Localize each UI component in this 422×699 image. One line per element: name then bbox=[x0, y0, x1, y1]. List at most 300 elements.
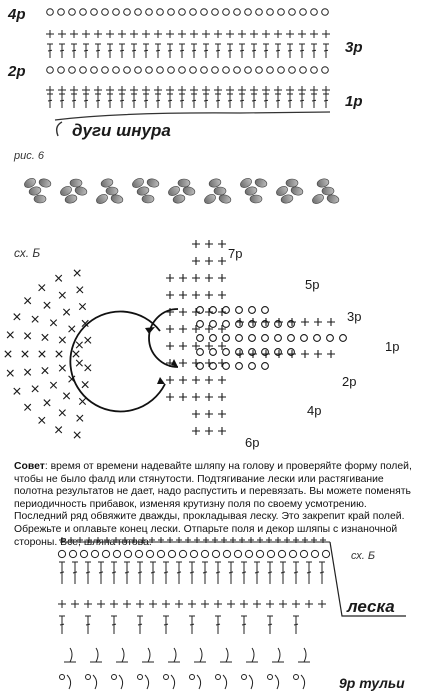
double-crochet bbox=[95, 94, 101, 108]
cluster-stitch bbox=[298, 648, 310, 662]
chain-stitch-mark bbox=[210, 349, 217, 356]
single-crochet bbox=[238, 30, 246, 38]
double-crochet bbox=[59, 616, 65, 634]
single-crochet-mark bbox=[24, 298, 30, 304]
chain-stitch bbox=[179, 9, 186, 16]
double-crochet bbox=[203, 94, 209, 108]
chain-stitch bbox=[311, 67, 318, 74]
chain-stitch bbox=[322, 9, 329, 16]
chain-stitch-mark bbox=[236, 307, 243, 314]
single-crochet bbox=[310, 30, 318, 38]
double-crochet bbox=[202, 562, 208, 584]
double-crochet bbox=[215, 562, 221, 584]
chain-stitch bbox=[135, 550, 142, 557]
plus-stitch-mark bbox=[192, 274, 200, 282]
chain-stitch bbox=[102, 550, 109, 557]
double-crochet bbox=[215, 94, 221, 108]
single-crochet-mark bbox=[73, 351, 79, 357]
double-crochet bbox=[263, 94, 269, 108]
plus-stitch-mark bbox=[192, 410, 200, 418]
chain-stitch bbox=[267, 67, 274, 74]
cluster-stitch bbox=[272, 648, 284, 662]
chain-stitch bbox=[223, 9, 230, 16]
double-crochet bbox=[47, 94, 53, 108]
double-crochet bbox=[267, 616, 273, 634]
single-crochet-mark bbox=[7, 370, 13, 376]
double-crochet bbox=[155, 44, 161, 58]
single-crochet-mark bbox=[77, 415, 83, 421]
yarn-loop bbox=[95, 193, 109, 206]
single-crochet-mark bbox=[32, 386, 38, 392]
plus-stitch-mark bbox=[175, 600, 183, 608]
double-crochet bbox=[227, 44, 233, 58]
chain-stitch-mark bbox=[314, 335, 321, 342]
plus-stitch-mark bbox=[166, 342, 174, 350]
plus-stitch-mark bbox=[301, 350, 309, 358]
single-crochet-mark bbox=[42, 367, 48, 373]
plus-stitch-mark bbox=[179, 274, 187, 282]
double-crochet bbox=[124, 562, 130, 584]
row-label-3: 3р bbox=[345, 39, 363, 56]
chain-stitch bbox=[69, 67, 76, 74]
plus-stitch-mark bbox=[162, 600, 170, 608]
chain-stitch-mark bbox=[210, 321, 217, 328]
chain-stitch bbox=[223, 67, 230, 74]
chain-stitch bbox=[242, 675, 247, 680]
double-crochet bbox=[119, 44, 125, 58]
single-crochet bbox=[250, 30, 258, 38]
single-crochet-mark bbox=[79, 398, 85, 404]
double-crochet bbox=[227, 94, 233, 108]
plus-stitch-mark bbox=[192, 257, 200, 265]
chain-stitch-mark bbox=[301, 335, 308, 342]
plus-stitch-mark bbox=[179, 342, 187, 350]
chain-stitch bbox=[245, 9, 252, 16]
single-crochet bbox=[106, 30, 114, 38]
brim-row-label-5: 5р bbox=[305, 277, 320, 292]
single-crochet bbox=[226, 30, 234, 38]
single-crochet-mark bbox=[55, 275, 61, 281]
chain-stitch bbox=[60, 675, 65, 680]
chain-stitch bbox=[268, 675, 273, 680]
single-crochet-mark bbox=[82, 381, 88, 387]
arc-stitch bbox=[171, 675, 175, 689]
tulle-row-label: 9р тульи bbox=[339, 675, 405, 691]
plus-stitch-mark bbox=[58, 600, 66, 608]
cord-line bbox=[55, 112, 330, 120]
single-crochet bbox=[322, 86, 330, 94]
single-crochet bbox=[298, 86, 306, 94]
double-crochet bbox=[137, 562, 143, 584]
single-crochet bbox=[238, 86, 246, 94]
arrow-inner bbox=[149, 309, 178, 367]
plus-stitch-mark bbox=[214, 600, 222, 608]
arc-stitch bbox=[301, 675, 305, 689]
plus-stitch-mark bbox=[227, 600, 235, 608]
single-crochet bbox=[166, 86, 174, 94]
single-crochet-mark bbox=[69, 326, 75, 332]
double-crochet bbox=[191, 94, 197, 108]
double-crochet bbox=[311, 44, 317, 58]
single-crochet bbox=[58, 30, 66, 38]
plus-stitch-mark bbox=[205, 376, 213, 384]
chain-stitch bbox=[300, 67, 307, 74]
plus-stitch-mark bbox=[192, 376, 200, 384]
arc-stitch bbox=[145, 675, 149, 689]
single-crochet-mark bbox=[79, 303, 85, 309]
double-crochet bbox=[275, 44, 281, 58]
double-crochet bbox=[131, 44, 137, 58]
chain-stitch bbox=[190, 9, 197, 16]
plus-stitch-mark bbox=[314, 350, 322, 358]
chain-stitch bbox=[146, 9, 153, 16]
plus-stitch-mark bbox=[305, 600, 313, 608]
tip-label: Совет bbox=[14, 461, 45, 472]
double-crochet bbox=[239, 44, 245, 58]
chain-stitch bbox=[300, 9, 307, 16]
yarn-loop bbox=[146, 178, 160, 189]
chain-stitch bbox=[212, 67, 219, 74]
double-crochet bbox=[72, 562, 78, 584]
single-crochet bbox=[262, 86, 270, 94]
single-crochet-mark bbox=[39, 284, 45, 290]
single-crochet-mark bbox=[74, 270, 80, 276]
chain-stitch bbox=[256, 67, 263, 74]
chain-stitch bbox=[69, 9, 76, 16]
chain-stitch-mark bbox=[197, 335, 204, 342]
single-crochet-mark bbox=[5, 351, 11, 357]
photo-caption: рис. 6 bbox=[14, 150, 44, 162]
plus-stitch-mark bbox=[201, 600, 209, 608]
double-crochet bbox=[293, 616, 299, 634]
single-crochet-mark bbox=[24, 369, 30, 375]
chain-stitch-mark bbox=[223, 335, 230, 342]
chain-stitch bbox=[216, 675, 221, 680]
plus-stitch-mark bbox=[301, 318, 309, 326]
single-crochet-mark bbox=[42, 334, 48, 340]
double-crochet bbox=[299, 94, 305, 108]
plus-stitch-mark bbox=[218, 240, 226, 248]
chain-stitch bbox=[86, 675, 91, 680]
chain-stitch bbox=[124, 9, 131, 16]
chain-stitch bbox=[179, 550, 186, 557]
plus-stitch-mark bbox=[205, 410, 213, 418]
single-crochet-mark bbox=[85, 365, 91, 371]
single-crochet bbox=[142, 86, 150, 94]
plus-stitch-mark bbox=[71, 600, 79, 608]
plus-stitch-mark bbox=[205, 274, 213, 282]
single-crochet-mark bbox=[55, 427, 61, 433]
chain-stitch bbox=[223, 550, 230, 557]
chain-stitch-mark bbox=[210, 335, 217, 342]
plus-stitch-mark bbox=[205, 393, 213, 401]
double-crochet bbox=[239, 94, 245, 108]
double-crochet bbox=[143, 44, 149, 58]
plus-stitch-mark bbox=[179, 308, 187, 316]
yarn-loop bbox=[142, 195, 154, 203]
chain-stitch-mark bbox=[223, 363, 230, 370]
chain-stitch bbox=[278, 550, 285, 557]
chain-stitch bbox=[58, 67, 65, 74]
single-crochet bbox=[214, 86, 222, 94]
single-crochet-mark bbox=[7, 332, 13, 338]
chain-stitch-mark bbox=[236, 335, 243, 342]
single-crochet-mark bbox=[44, 400, 50, 406]
single-crochet-mark bbox=[32, 316, 38, 322]
single-crochet bbox=[94, 86, 102, 94]
single-crochet-mark bbox=[50, 382, 56, 388]
chain-stitch bbox=[112, 675, 117, 680]
yarn-loop bbox=[286, 179, 298, 187]
plus-stitch-mark bbox=[327, 350, 335, 358]
double-crochet bbox=[111, 562, 117, 584]
chain-stitch bbox=[212, 9, 219, 16]
single-crochet bbox=[82, 30, 90, 38]
single-crochet bbox=[190, 86, 198, 94]
yarn-loop bbox=[203, 193, 217, 206]
chain-stitch bbox=[69, 550, 76, 557]
cluster-stitch bbox=[246, 648, 258, 662]
chain-stitch-mark bbox=[275, 335, 282, 342]
chain-stitch bbox=[278, 9, 285, 16]
double-crochet bbox=[293, 562, 299, 584]
double-crochet bbox=[241, 616, 247, 634]
single-crochet-mark bbox=[63, 309, 69, 315]
chain-stitch bbox=[102, 67, 109, 74]
double-crochet bbox=[323, 94, 329, 108]
chain-stitch bbox=[190, 67, 197, 74]
single-crochet-mark bbox=[74, 432, 80, 438]
double-crochet bbox=[95, 44, 101, 58]
cluster-stitch bbox=[194, 648, 206, 662]
double-crochet bbox=[251, 94, 257, 108]
yarn-loop bbox=[250, 195, 262, 203]
chain-stitch bbox=[300, 550, 307, 557]
plus-stitch-mark bbox=[314, 318, 322, 326]
cluster-stitch bbox=[90, 648, 102, 662]
single-crochet-mark bbox=[76, 342, 82, 348]
single-crochet bbox=[130, 86, 138, 94]
double-crochet bbox=[254, 562, 260, 584]
chain-stitch bbox=[168, 67, 175, 74]
single-crochet bbox=[286, 30, 294, 38]
double-crochet bbox=[83, 44, 89, 58]
chain-stitch-mark bbox=[223, 349, 230, 356]
plus-stitch-mark bbox=[188, 600, 196, 608]
chain-stitch-mark bbox=[262, 307, 269, 314]
double-crochet bbox=[251, 44, 257, 58]
plus-stitch-mark bbox=[240, 600, 248, 608]
plus-stitch-mark bbox=[205, 427, 213, 435]
brim-scheme-caption: сх. Б bbox=[14, 246, 41, 260]
arc-stitch bbox=[275, 675, 279, 689]
double-crochet bbox=[203, 44, 209, 58]
chain-stitch bbox=[234, 67, 241, 74]
double-crochet bbox=[228, 562, 234, 584]
chain-stitch bbox=[164, 675, 169, 680]
cluster-stitch bbox=[64, 648, 76, 662]
plus-stitch-mark bbox=[192, 325, 200, 333]
plus-stitch-mark bbox=[327, 318, 335, 326]
double-crochet bbox=[119, 94, 125, 108]
chain-stitch bbox=[267, 550, 274, 557]
chain-stitch bbox=[58, 9, 65, 16]
double-crochet bbox=[191, 44, 197, 58]
plus-stitch-mark bbox=[192, 291, 200, 299]
single-crochet-mark bbox=[59, 292, 65, 298]
chain-stitch bbox=[212, 550, 219, 557]
top-stitch-diagram bbox=[0, 0, 422, 150]
plus-stitch-mark bbox=[84, 600, 92, 608]
chain-stitch bbox=[168, 9, 175, 16]
double-crochet bbox=[107, 44, 113, 58]
chain-stitch bbox=[201, 550, 208, 557]
yarn-loop bbox=[311, 193, 325, 206]
double-crochet bbox=[215, 44, 221, 58]
chain-stitch bbox=[135, 67, 142, 74]
chain-stitch bbox=[113, 550, 120, 557]
arc-stitch bbox=[223, 675, 227, 689]
plus-stitch-mark bbox=[318, 600, 326, 608]
chain-stitch bbox=[146, 67, 153, 74]
plus-stitch-mark bbox=[292, 600, 300, 608]
chain-stitch bbox=[278, 67, 285, 74]
single-crochet-mark bbox=[24, 333, 30, 339]
single-crochet bbox=[154, 30, 162, 38]
chain-stitch-mark bbox=[262, 363, 269, 370]
plus-stitch-mark bbox=[205, 325, 213, 333]
plus-stitch-mark bbox=[179, 291, 187, 299]
single-crochet bbox=[250, 86, 258, 94]
tip-text: : время от времени надевайте шляпу на голову и проверяйте форму полей, чтобы не было фалд или стянутости. Подтягивание лески или растягивание полотна результатов не дает, надо распустить и перевязать. Вы можете поменять периодичность прибавок, изменяя крутизну поля по своему усмотрению. Последний ряд обвяжите дважды, прокладывая леску. Это закрепит край полей. Обрежьте и оплавьте конец лески. Отпарьте поля и декор шляпы с изнаночной стороны. Все, шляпа готова. bbox=[14, 461, 412, 548]
single-crochet bbox=[82, 86, 90, 94]
yarn-loop bbox=[322, 187, 334, 195]
single-crochet bbox=[142, 30, 150, 38]
double-crochet bbox=[215, 616, 221, 634]
plus-stitch-mark bbox=[218, 393, 226, 401]
plus-stitch-mark bbox=[123, 600, 131, 608]
single-crochet bbox=[310, 86, 318, 94]
chain-stitch bbox=[190, 675, 195, 680]
plus-stitch-mark bbox=[218, 427, 226, 435]
arc-stitch bbox=[197, 675, 201, 689]
row-label-4: 4р bbox=[8, 6, 26, 23]
chain-stitch bbox=[322, 67, 329, 74]
plus-stitch-mark bbox=[192, 308, 200, 316]
single-crochet bbox=[298, 30, 306, 38]
single-crochet bbox=[274, 86, 282, 94]
chain-stitch bbox=[294, 675, 299, 680]
chain-stitch-mark bbox=[197, 363, 204, 370]
chain-stitch bbox=[245, 550, 252, 557]
single-crochet bbox=[226, 86, 234, 94]
plus-stitch-mark bbox=[218, 308, 226, 316]
single-crochet bbox=[118, 86, 126, 94]
chain-stitch-mark bbox=[197, 349, 204, 356]
double-crochet bbox=[150, 562, 156, 584]
yarn-loop bbox=[34, 195, 46, 203]
single-crochet bbox=[274, 30, 282, 38]
single-crochet-mark bbox=[44, 302, 50, 308]
double-crochet bbox=[189, 616, 195, 634]
plus-stitch-mark bbox=[192, 240, 200, 248]
plus-stitch-mark bbox=[149, 600, 157, 608]
single-crochet bbox=[262, 30, 270, 38]
single-crochet-mark bbox=[50, 320, 56, 326]
single-crochet-mark bbox=[59, 337, 65, 343]
double-crochet bbox=[163, 562, 169, 584]
single-crochet bbox=[130, 30, 138, 38]
double-crochet bbox=[267, 562, 273, 584]
chain-stitch bbox=[146, 550, 153, 557]
chain-stitch bbox=[201, 67, 208, 74]
single-crochet-mark bbox=[77, 287, 83, 293]
arc-stitch bbox=[249, 675, 253, 689]
chain-stitch bbox=[256, 550, 263, 557]
chain-stitch bbox=[289, 9, 296, 16]
double-crochet bbox=[143, 94, 149, 108]
plus-stitch-mark bbox=[205, 291, 213, 299]
double-crochet bbox=[299, 44, 305, 58]
double-crochet bbox=[275, 94, 281, 108]
brim-row-label-6: 6р bbox=[245, 435, 260, 450]
chain-stitch-mark bbox=[262, 335, 269, 342]
chain-stitch bbox=[245, 67, 252, 74]
plus-stitch-mark bbox=[218, 410, 226, 418]
single-crochet-mark bbox=[39, 351, 45, 357]
single-crochet bbox=[214, 30, 222, 38]
chain-stitch bbox=[168, 550, 175, 557]
single-crochet bbox=[166, 30, 174, 38]
chain-stitch-mark bbox=[236, 363, 243, 370]
double-crochet bbox=[137, 616, 143, 634]
single-crochet-mark bbox=[76, 360, 82, 366]
single-crochet bbox=[178, 30, 186, 38]
cord-photo bbox=[20, 163, 360, 223]
chain-stitch bbox=[91, 67, 98, 74]
cluster-stitch bbox=[168, 648, 180, 662]
brim-row-label-7: 7р bbox=[228, 246, 243, 261]
plus-stitch-mark bbox=[205, 257, 213, 265]
chain-stitch bbox=[157, 550, 164, 557]
chain-stitch bbox=[311, 9, 318, 16]
chain-stitch bbox=[157, 67, 164, 74]
double-crochet bbox=[83, 94, 89, 108]
plus-stitch-mark bbox=[166, 393, 174, 401]
yarn-loop bbox=[254, 178, 268, 189]
yarn-loop bbox=[106, 187, 118, 195]
chain-stitch-mark bbox=[197, 321, 204, 328]
plus-stitch-mark bbox=[253, 600, 261, 608]
chain-stitch-mark bbox=[223, 321, 230, 328]
chain-stitch-mark bbox=[210, 363, 217, 370]
chain-stitch bbox=[138, 675, 143, 680]
double-crochet bbox=[167, 94, 173, 108]
brim-row-label-2: 2р bbox=[342, 374, 357, 389]
chain-stitch-mark bbox=[288, 335, 295, 342]
plus-stitch-mark bbox=[218, 274, 226, 282]
double-crochet bbox=[71, 44, 77, 58]
brim-row-label-3: 3р bbox=[347, 309, 362, 324]
chain-stitch bbox=[80, 9, 87, 16]
yarn-loop bbox=[214, 187, 226, 195]
single-crochet-mark bbox=[14, 314, 20, 320]
double-crochet bbox=[319, 562, 325, 584]
chain-stitch bbox=[289, 550, 296, 557]
brim-row-label-1: 1р bbox=[385, 339, 400, 354]
chain-stitch bbox=[311, 550, 318, 557]
yarn-loop bbox=[38, 178, 52, 189]
